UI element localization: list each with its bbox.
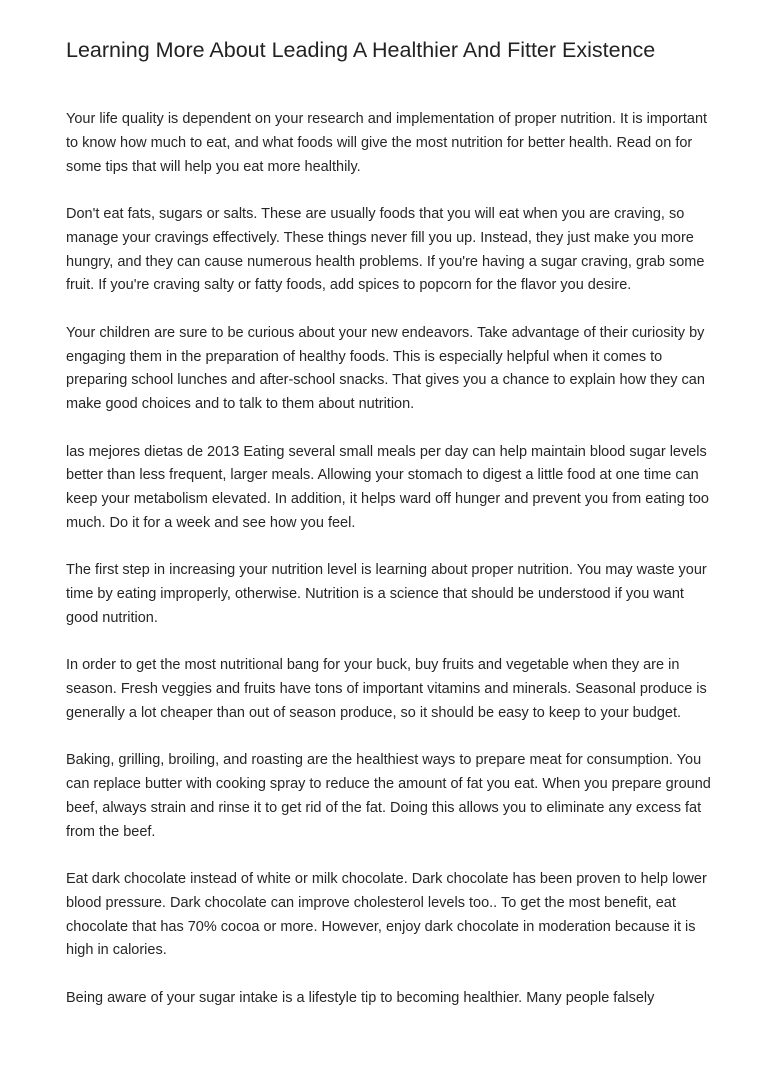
paragraph: Don't eat fats, sugars or salts. These are usually foods that you will eat when you are craving, so manage your cravings effectively. These things never fill you up. Instead, they just make you more hungry, and they can cause numerous health problems. If you're having a sugar craving, grab some fruit. If you're craving salty or fatty foods, add spices to popcorn for the flavor you desire. (66, 205, 705, 294)
paragraph: In order to get the most nutritional bang for your buck, buy fruits and vegetable when they are in season. Fresh veggies and fruits have tons of important vitamins and minerals. Seasonal produce is generally a lot cheaper than out of season produce, so it should be easy to keep to your budget. (66, 657, 707, 721)
paragraph: Baking, grilling, broiling, and roasting are the healthiest ways to prepare meat for consumption. You can replace butter with cooking spray to reduce the amount of fat you eat. When you prepare ground beef, always strain and rinse it to get rid of the fat. Doing this allows you to eliminate any excess fat from the beef. (66, 752, 711, 840)
paragraph: Your children are sure to be curious about your new endeavors. Take advantage of their curiosity by engaging them in the preparation of healthy foods. This is especially helpful when it comes to preparing school lunches and after-school snacks. That gives you a chance to explain how they can make good choices and to talk to them about nutrition. (66, 324, 705, 413)
document-title: Learning More About Leading A Healthier And Fitter Existence (66, 38, 656, 62)
paragraph: Being aware of your sugar intake is a lifestyle tip to becoming healthier. Many people falsely (66, 989, 655, 1006)
paragraph: The first step in increasing your nutrition level is learning about proper nutrition. You may waste your time by eating improperly, otherwise. Nutrition is a science that should be understood if you want good nutrition. (66, 562, 707, 626)
document-body (66, 108, 716, 1034)
paragraph: Your life quality is dependent on your research and implementation of proper nutrition. It is important to know how much to eat, and what foods will give the most nutrition for better health. Read on for some tips that will help you eat more healthily. (66, 111, 708, 175)
paragraph: las mejores dietas de 2013 Eating several small meals per day can help maintain blood sugar levels better than less frequent, larger meals. Allowing your stomach to digest a little food at one time can keep your metabolism elevated. In addition, it helps ward off hunger and prevent you from eating too much. Do it for a week and see how you feel. (66, 443, 709, 531)
paragraph: Eat dark chocolate instead of white or milk chocolate. Dark chocolate has been proven to help lower blood pressure. Dark chocolate can improve cholesterol levels too.. To get the most benefit, eat chocolate that has 70% cocoa or more. However, enjoy dark chocolate in moderation because it is high in calories. (66, 871, 707, 959)
